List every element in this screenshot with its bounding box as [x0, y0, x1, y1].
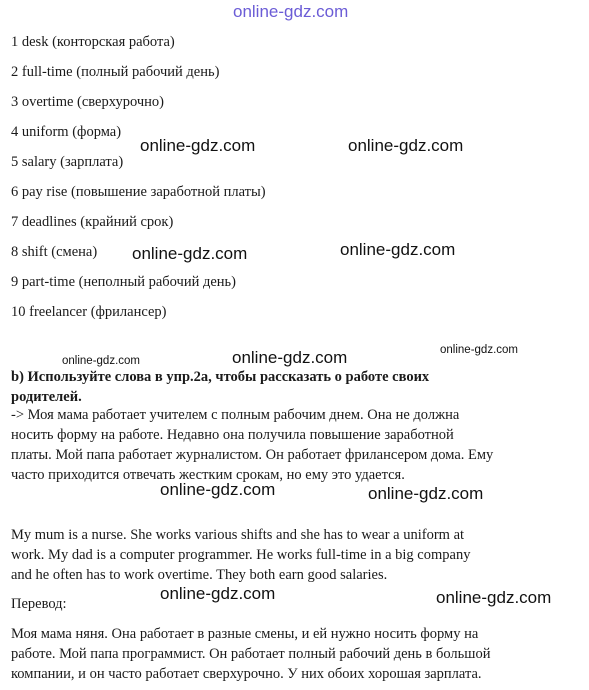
watermark: online-gdz.com	[140, 136, 256, 155]
vocab-item: 6 pay rise (повышение заработной платы)	[11, 184, 266, 200]
watermark: online-gdz.com	[160, 480, 276, 499]
vocab-item: 3 overtime (сверхурочно)	[11, 94, 164, 110]
vocab-item: 1 desk (конторская работа)	[11, 34, 175, 50]
answer-line: -> Моя мама работает учителем с полным рабочим днем. Она не должна	[11, 407, 460, 423]
answer-line: and he often has to work overtime. They both earn good salaries.	[11, 567, 388, 583]
watermark: online-gdz.com	[440, 344, 518, 356]
vocab-item: 2 full-time (полный рабочий день)	[11, 64, 220, 80]
translation-label: Перевод:	[11, 596, 67, 612]
vocab-item: 7 deadlines (крайний срок)	[11, 214, 174, 230]
answer-english	[11, 525, 583, 585]
answer-russian	[11, 405, 583, 485]
answer-line: work. My dad is a computer programmer. He works full-time in a big company	[11, 547, 471, 563]
answer-line: My mum is a nurse. She works various shifts and she has to wear a uniform at	[11, 527, 465, 543]
watermark: online-gdz.com	[340, 240, 456, 259]
answer-line: платы. Мой папа работает журналистом. Он работает фрилансером дома. Ему	[11, 447, 494, 463]
watermark: online-gdz.com	[160, 584, 276, 603]
task-heading-line: родителей.	[11, 389, 82, 405]
watermark: online-gdz.com	[348, 136, 464, 155]
watermark: online-gdz.com	[62, 355, 140, 367]
translation-line: работе. Мой папа программист. Он работает полный рабочий день в большой	[11, 646, 491, 662]
vocab-item: 4 uniform (форма)	[11, 124, 122, 140]
vocab-item: 10 freelancer (фрилансер)	[11, 304, 167, 320]
answer-line: носить форму на работе. Недавно она получила повышение заработной	[11, 427, 454, 443]
translation-line: Моя мама няня. Она работает в разные смены, и ей нужно носить форму на	[11, 626, 479, 642]
vocab-item: 9 part-time (неполный рабочий день)	[11, 274, 236, 290]
translation-text	[11, 624, 583, 684]
vocab-item: 5 salary (зарплата)	[11, 154, 124, 170]
watermark: online-gdz.com	[368, 484, 484, 503]
watermark: online-gdz.com	[233, 2, 349, 21]
task-heading	[11, 367, 583, 407]
vocab-item: 8 shift (смена)	[11, 244, 98, 260]
answer-line: часто приходится отвечать жестким срокам, но ему это удается.	[11, 467, 405, 483]
task-heading-line: b) Используйте слова в упр.2а, чтобы рассказать о работе своих	[11, 369, 430, 385]
watermark: online-gdz.com	[132, 244, 248, 263]
watermark: online-gdz.com	[436, 588, 552, 607]
watermark: online-gdz.com	[232, 348, 348, 367]
translation-line: компании, и он часто работает сверхурочно. У них обоих хорошая зарплата.	[11, 666, 482, 682]
